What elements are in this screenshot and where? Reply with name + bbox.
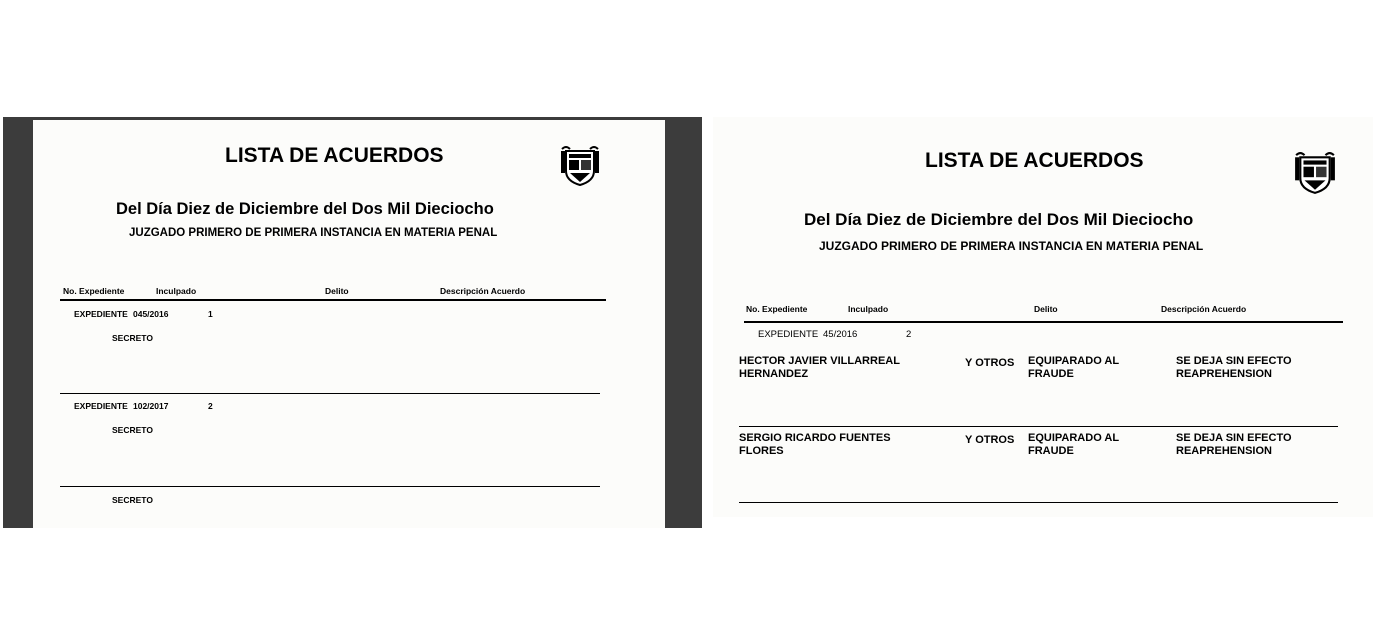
state-coat-of-arms-icon (1294, 151, 1336, 195)
party-name: SECRETO (112, 425, 153, 435)
column-header-descripcion: Descripción Acuerdo (1161, 304, 1247, 314)
expediente-number: 045/2016 (133, 309, 169, 319)
acuerdo-text (1176, 355, 1292, 381)
y-otros-label: Y OTROS (965, 434, 1015, 446)
column-header-inculpado: Inculpado (848, 304, 889, 314)
column-header-inculpado: Inculpado (156, 286, 197, 296)
expediente-label: EXPEDIENTE (74, 309, 128, 319)
acuerdo-text (1176, 432, 1292, 458)
court-name: JUZGADO PRIMERO DE PRIMERA INSTANCIA EN MATERIA PENAL (129, 227, 498, 239)
column-header-expediente: No. Expediente (63, 286, 125, 296)
delito-line: EQUIPARADO AL (1028, 432, 1120, 444)
left-document-viewer (3, 117, 702, 528)
inculpado-name-line: SERGIO RICARDO FUENTES (739, 432, 891, 444)
row-index: 2 (906, 329, 912, 340)
row-separator (60, 486, 600, 487)
delito-text (1028, 355, 1119, 381)
expediente-label: EXPEDIENTE (758, 329, 819, 340)
header-rule (744, 321, 1343, 323)
header-rule (60, 299, 606, 301)
inculpado-name-line: HECTOR JAVIER VILLARREAL (739, 355, 900, 367)
expediente-number: 102/2017 (133, 401, 169, 411)
inculpado-name-line: HERNANDEZ (739, 368, 809, 380)
delito-text (1028, 432, 1119, 458)
column-header-descripcion: Descripción Acuerdo (440, 286, 526, 296)
expediente-number: 45/2016 (823, 329, 858, 340)
acuerdo-line: REAPREHENSION (1176, 445, 1272, 457)
inculpado-name (739, 432, 891, 458)
expediente-label: EXPEDIENTE (74, 401, 128, 411)
row-index: 1 (208, 309, 213, 319)
acuerdo-line: REAPREHENSION (1176, 368, 1272, 380)
column-header-delito: Delito (1034, 304, 1058, 314)
delito-line: EQUIPARADO AL (1028, 355, 1120, 367)
row-separator (739, 502, 1338, 503)
right-document-page (713, 117, 1373, 517)
court-name: JUZGADO PRIMERO DE PRIMERA INSTANCIA EN MATERIA PENAL (819, 239, 1204, 253)
date-line: Del Día Diez de Diciembre del Dos Mil Dieciocho (116, 200, 494, 218)
delito-line: FRAUDE (1028, 368, 1074, 380)
date-line: Del Día Diez de Diciembre del Dos Mil Dieciocho (804, 210, 1194, 229)
document-title: LISTA DE ACUERDOS (925, 149, 1144, 172)
column-header-expediente: No. Expediente (746, 304, 808, 314)
delito-line: FRAUDE (1028, 445, 1074, 457)
inculpado-name-line: FLORES (739, 445, 784, 457)
acuerdo-line: SE DEJA SIN EFECTO (1176, 432, 1292, 444)
party-name: SECRETO (112, 495, 153, 505)
y-otros-label: Y OTROS (965, 357, 1015, 369)
row-index: 2 (208, 401, 213, 411)
document-title: LISTA DE ACUERDOS (225, 144, 444, 167)
left-document-page (33, 120, 665, 528)
acuerdo-line: SE DEJA SIN EFECTO (1176, 355, 1292, 367)
state-coat-of-arms-icon (560, 145, 600, 187)
row-separator (60, 393, 600, 394)
row-separator (739, 426, 1338, 427)
column-header-delito: Delito (325, 286, 349, 296)
inculpado-name (739, 355, 900, 381)
party-name: SECRETO (112, 333, 153, 343)
